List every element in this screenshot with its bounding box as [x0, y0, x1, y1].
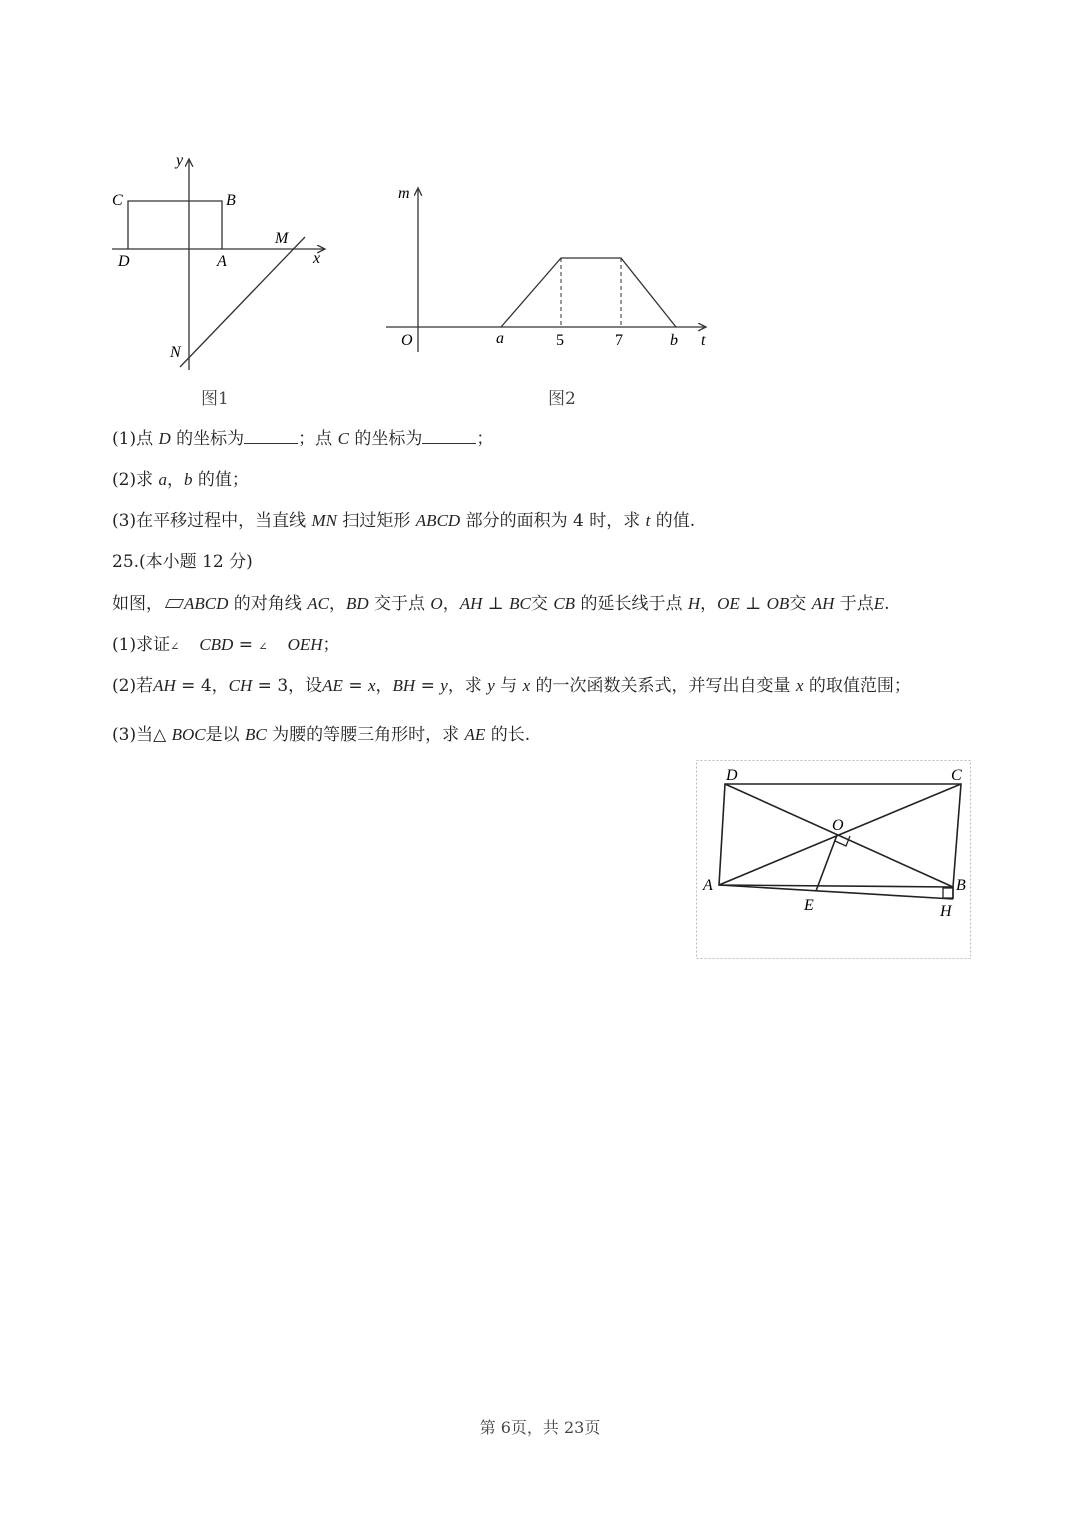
- label-c: C: [112, 192, 123, 209]
- label-e: E: [804, 897, 814, 914]
- label-o: O: [401, 332, 413, 349]
- q24-part-1: (1)点 D 的坐标为 ；点 C 的坐标为 ；: [112, 429, 494, 449]
- answer-blank-c[interactable]: [422, 427, 476, 444]
- label-b: B: [226, 192, 236, 209]
- rectangle-abcd: [128, 201, 222, 249]
- label-x: x: [313, 250, 321, 267]
- right-angle-h: [943, 888, 953, 898]
- q24-part-3: (3)在平移过程中，当直线 MN 扫过矩形 ABCD 部分的面积为 4 时，求 t 的值.: [112, 511, 696, 531]
- label-y: y: [176, 152, 184, 169]
- q25-part-1: (1)求证∠ CBD = ∠ OEH；: [112, 635, 340, 655]
- answer-blank-d[interactable]: [244, 427, 298, 444]
- q25-part-3: (3)当△ BOC是以 BC 为腰的等腰三角形时，求 AE 的长.: [112, 725, 531, 745]
- label-t: t: [701, 332, 706, 349]
- label-d: D: [118, 253, 130, 270]
- label-7: 7: [615, 332, 623, 349]
- q25-intro: 如图， ABCD 的对角线 AC，BD 交于点 O，AH ⊥ BC交 CB 的延长线于点 H，OE ⊥ OB交 AH 于点E.: [112, 594, 890, 614]
- label-n: N: [170, 344, 181, 361]
- q25-part-2: (2)若AH = 4，CH = 3，设AE = x，BH = y，求 y 与 x 的一次函数关系式，并写出自变量 x 的取值范围；: [112, 676, 911, 696]
- page-footer: 第 6页，共 23页: [479, 1418, 601, 1437]
- label-b: b: [670, 332, 678, 349]
- diagonal-bd: [725, 784, 953, 887]
- label-a: A: [703, 877, 713, 894]
- label-c: C: [951, 767, 962, 784]
- q25-title: 25.(本小题 12 分): [112, 552, 253, 572]
- figure-1: [100, 145, 340, 375]
- figure-1-caption: 图1: [201, 389, 229, 409]
- label-h: H: [940, 903, 952, 920]
- label-o: O: [832, 817, 844, 834]
- label-a: a: [496, 330, 504, 347]
- q24-part-2: (2)求 a，b 的值；: [112, 470, 249, 490]
- label-d: D: [726, 767, 738, 784]
- label-m: M: [275, 230, 289, 247]
- trapezoid-graph: [501, 258, 676, 327]
- figure-2-caption: 图2: [548, 389, 576, 409]
- label-a: A: [217, 253, 227, 270]
- label-b: B: [956, 877, 966, 894]
- label-m: m: [398, 185, 410, 202]
- figure-3: [696, 760, 972, 960]
- parallelogram-icon: [165, 599, 184, 608]
- diagonal-ac: [719, 784, 961, 885]
- line-mn: [180, 237, 305, 367]
- figure-2: [380, 180, 720, 355]
- label-5: 5: [556, 332, 564, 349]
